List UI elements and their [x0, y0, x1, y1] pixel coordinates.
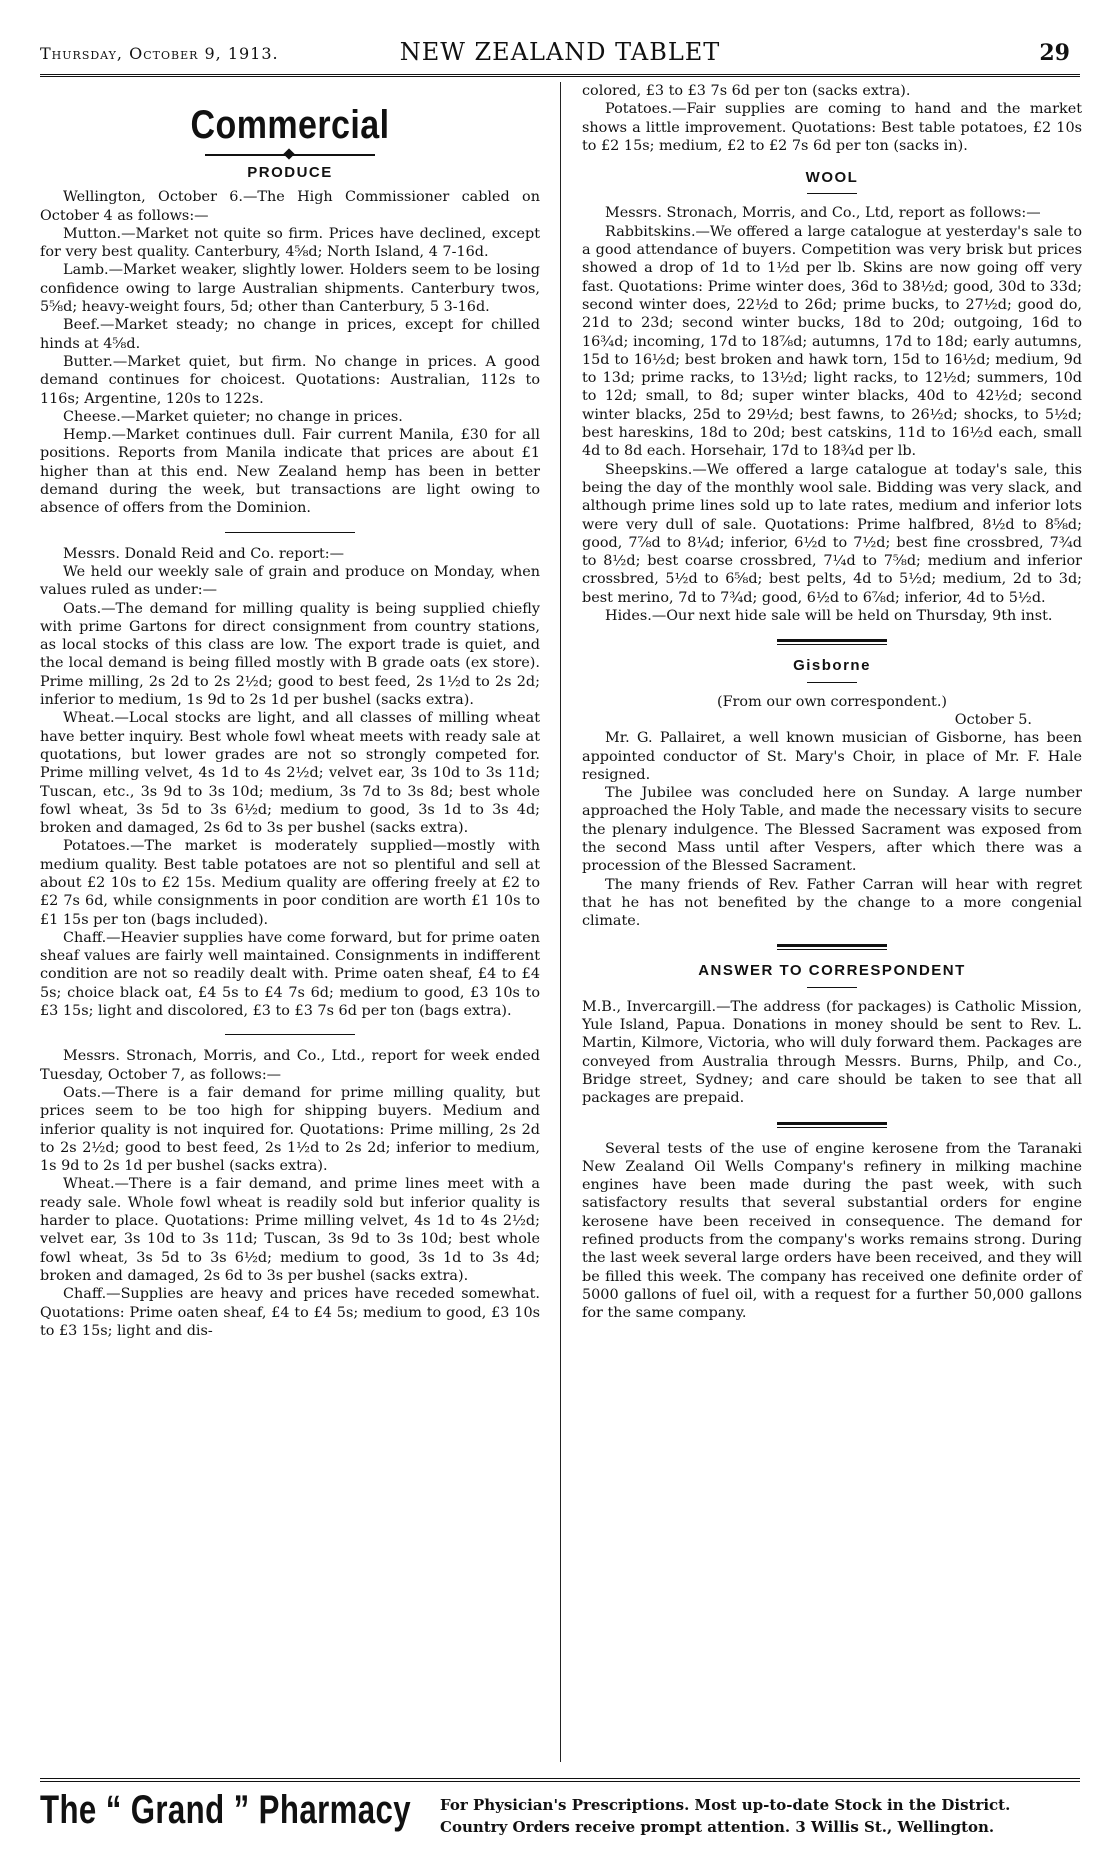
paragraph: Chaff.—Heavier supplies have come forward, but for prime oaten sheaf values are fairly well maintained. Consignments in indifferent condition are not so readily dealt with. Prime oaten sheaf, £4 to £4 5s; choice black oat, £4 5s to £4 7s 6d; medium to good, £3 10s to £3 15s; light and discolored, £3 to £3 7s 6d per ton (bags extra). — [40, 929, 540, 1020]
section-rule — [225, 1034, 355, 1035]
paragraph: Rabbitskins.—We offered a large catalogue at yesterday's sale to a good attendance of buyers. Competition was very brisk but prices showed a drop of 1d to 1½d per lb. Skins are now going off very fast. Quotations: Prime winter does, 36d to 38½d; good, 30d to 33d; second winter does, 22½d to 26d; prime bucks, to 27½d; good do, 21d to 23d; second winter bucks, 18d to 20d; outgoing, 16d to 16¾d; incoming, 17d to 18⅞d; autumns, 17d to 18d; early autumns, 15d to 16½d; best broken and hawk torn, 15d to 16½d; medium, 9d to 13d; prime racks, to 13½d; light racks, to 12½d; summers, 10d to 12d; small, to 8d; super winter blacks, 40d to 42½d; second winter blacks, 25d to 29½d; best fawns, to 26½d; shocks, to 5½d; best hareskins, 18d to 20d; best catskins, 11d to 16½d each, small 4d to 8d each. Horsehair, 17d to 18¾d per lb. — [582, 223, 1082, 460]
paragraph: Several tests of the use of engine kerosene from the Taranaki New Zealand Oil Wells Company's refinery in milking machine engines have been made during the past week, with such satisfactory results that several substantial orders for engine kerosene have been received in consequence. The demand for refined products from the company's works remains strong. During the last week several large orders have been received, and they will be filled this week. The company has received one definite order of 5000 gallons of fuel oil, with a request for a further 50,000 gallons for the same company. — [582, 1140, 1082, 1322]
heading-rule — [807, 987, 857, 988]
paragraph: M.B., Invercargill.—The address (for packages) is Catholic Mission, Yule Island, Papua. Donations in money should be sent to Rev. L. Martin, Kilmore, Victoria, who will duly forward them. Packages are conveyed from Australia through Messrs. Burns, Philp, and Co., Bridge street, Sydney; and care should be taken to see that all packages are prepaid. — [582, 998, 1082, 1107]
paragraph: Potatoes.—The market is moderately supplied—mostly with medium quality. Best table potatoes are not so plentiful and sell at about £2 10s to £2 15s. Medium quality are offering freely at £2 to £2 7s 6d, while consignments in poor condition are worth £1 10s to £1 15s per ton (bags included). — [40, 838, 540, 928]
heading-rule — [807, 682, 857, 683]
dateline: October 5. — [954, 711, 1032, 728]
left-column — [40, 82, 540, 1340]
paragraph: Wheat.—There is a fair demand, and prime lines meet with a ready sale. Whole fowl wheat is readily sold but inferior quality is harder to place. Quotations: Prime milling velvet, 4s 1d to 4s 2½d; velvet ear, 3s 10d to 3s 11d; Tuscan, 3s 9d to 3s 10d; best whole fowl wheat, 3s 5d to 3s 6½d; medium to good, 3s 1d to 3s 4d; broken and damaged, 2s 6d to 3s per bushel (sacks extra). — [40, 1176, 540, 1284]
section-rule — [777, 944, 887, 950]
paragraph: Oats.—There is a fair demand for prime milling quality, but prices seem to be too high for shipping buyers. Medium and inferior quality is not inquired for. Quotations: Prime milling, 2s 2d to 2s 2½d; good to best feed, 2s 1½d to 2s 2d; inferior to medium, 1s 9d to 2s 1d per bushel (sacks extra). — [40, 1084, 540, 1175]
pharmacy-name: The “ Grand ” Pharmacy — [40, 1788, 411, 1832]
paragraph: The Jubilee was concluded here on Sunday. A large number approached the Holy Table, and made the necessary visits to secure the plenary indulgence. The Blessed Sacrament was exposed from the second Mass until after Vespers, after which there was a procession of the Blessed Sacrament. — [582, 785, 1082, 875]
heading-rule — [807, 193, 857, 194]
paragraph: Cheese.—Market quieter; no change in prices. — [63, 408, 403, 425]
advertisement-footer — [40, 1778, 1080, 1852]
wool-heading: WOOL — [805, 169, 859, 187]
advert-line-1: For Physician's Prescriptions. Most up-to-date Stock in the District. — [440, 1796, 1011, 1814]
paragraph: Hides.—Our next hide sale will be held on Thursday, 9th inst. — [605, 608, 1053, 625]
paragraph: Beef.—Market steady; no change in prices, except for chilled hinds at 4⅝d. — [40, 317, 540, 352]
advertisement-text — [440, 1794, 1010, 1838]
correspondent-note: (From our own correspondent.) — [716, 693, 948, 710]
right-column — [582, 82, 1082, 1323]
paragraph: Messrs. Stronach, Morris, and Co., Ltd., report for week ended Tuesday, October 7, as follows:— — [40, 1048, 540, 1083]
answer-heading: ANSWER TO CORRESPONDENT — [698, 962, 966, 980]
paragraph: The many friends of Rev. Father Carran will hear with regret that he has not benefited by the change to a more congenial climate. — [582, 876, 1082, 930]
paragraph: Messrs. Stronach, Morris, and Co., Ltd, report as follows:— — [605, 205, 1041, 222]
section-rule — [777, 639, 887, 645]
paragraph: colored, £3 to £3 7s 6d per ton (sacks extra). — [582, 83, 911, 99]
paragraph: Messrs. Donald Reid and Co. report:— — [63, 545, 345, 562]
issue-date: Thursday, October 9, 1913. — [40, 44, 279, 63]
paragraph: Hemp.—Market continues dull. Fair current Manila, £30 for all positions. Reports from Manila indicate that prices are about £1 higher than at this end. New Zealand hemp has been in better demand during the week, but transactions are light owing to absence of offers from the Dominion. — [40, 427, 540, 517]
publication-title: NEW ZEALAND TABLET — [399, 38, 721, 66]
paragraph: Lamb.—Market weaker, slightly lower. Holders seem to be losing confidence owing to large Australian shipments. Canterbury twos, 5⅝d; heavy-weight fours, 5d; other than Canterbury, 5 3-16d. — [40, 262, 540, 316]
paragraph: We held our weekly sale of grain and produce on Monday, when values ruled as under:— — [40, 563, 540, 599]
section-rule — [225, 532, 355, 533]
gisborne-heading: Gisborne — [793, 657, 871, 675]
paragraph: Wheat.—Local stocks are light, and all classes of milling wheat have better inquiry. Best whole fowl wheat meets with ready sale at quotations, but lower grades are not so strongly competed for. Prime milling velvet, 4s 1d to 4s 2½d; velvet ear, 3s 10d to 3s 11d; Tuscan, etc., 3s 9d to 3s 10d; medium, 3s 7d to 3s 8d; best whole fowl wheat, 3s 5d to 3s 6½d; medium to good, 3s 1d to 3s 4d; broken and damaged, 2s 6d to 3s per bushel (sacks extra). — [40, 710, 540, 837]
paragraph: Oats.—The demand for milling quality is being supplied chiefly with prime Gartons for direct consignment from country stations, as local stocks of this class are low. The export trade is quiet, and the local demand is being filled mostly with B grade oats (ex store). Prime milling, 2s 2d to 2s 2½d; good to best feed, 2s 1½d to 2s 2d; inferior to medium, 1s 9d to 2s 1d per bushel (sacks extra). — [40, 600, 540, 709]
paragraph: Mr. G. Pallairet, a well known musician of Gisborne, has been appointed conductor of St. Mary's Choir, in place of Mr. F. Hale resigned. — [582, 730, 1082, 783]
paragraph: Butter.—Market quiet, but firm. No change in prices. A good demand continues for choicest. Quotations: Australian, 112s to 116s; Argentine, 120s to 122s. — [40, 353, 540, 407]
paragraph: Potatoes.—Fair supplies are coming to hand and the market shows a little improvement. Quotations: Best table potatoes, £2 10s to £2 15s; medium, £2 to £2 7s 6d per ton (sacks in). — [582, 101, 1082, 154]
column-divider — [560, 82, 561, 1762]
paragraph: Chaff.—Supplies are heavy and prices have receded somewhat. Quotations: Prime oaten sheaf, £4 to £4 5s; medium to good, £3 10s to £3 15s; light and dis- — [40, 1286, 540, 1339]
page-number: 29 — [1039, 40, 1070, 66]
advert-line-2: Country Orders receive prompt attention. 3 Willis St., Wellington. — [440, 1818, 995, 1836]
paragraph: Sheepskins.—We offered a large catalogue at today's sale, this being the day of the monthly wool sale. Bidding was very slack, and although prime lines sold up to late rates, medium and inferior lots were very dull of sale. Quotations: Prime halfbred, 8½d to 8⅝d; good, 7⅞d to 8¼d; inferior, 6½d to 7½d; best fine crossbred, 7¾d to 8½d; best coarse crossbred, 7¼d to 7⅝d; medium and inferior crossbred, 5½d to 6⅝d; best pelts, 4d to 5½d; medium, 2d to 3d; best merino, 7d to 7¾d; good, 6½d to 6⅞d; inferior, 4d to 5½d. — [582, 461, 1082, 606]
produce-heading: PRODUCE — [247, 164, 333, 181]
paragraph: Wellington, October 6.—The High Commissioner cabled on October 4 as follows:— — [40, 189, 540, 224]
page-header — [40, 38, 1080, 77]
section-title: Commercial — [190, 103, 390, 147]
paragraph: Mutton.—Market not quite so firm. Prices have declined, except for very best quality. Canterbury, 4⅝d; North Island, 4 7-16d. — [40, 225, 540, 261]
section-rule — [777, 1122, 887, 1128]
ornament-rule — [205, 154, 375, 156]
